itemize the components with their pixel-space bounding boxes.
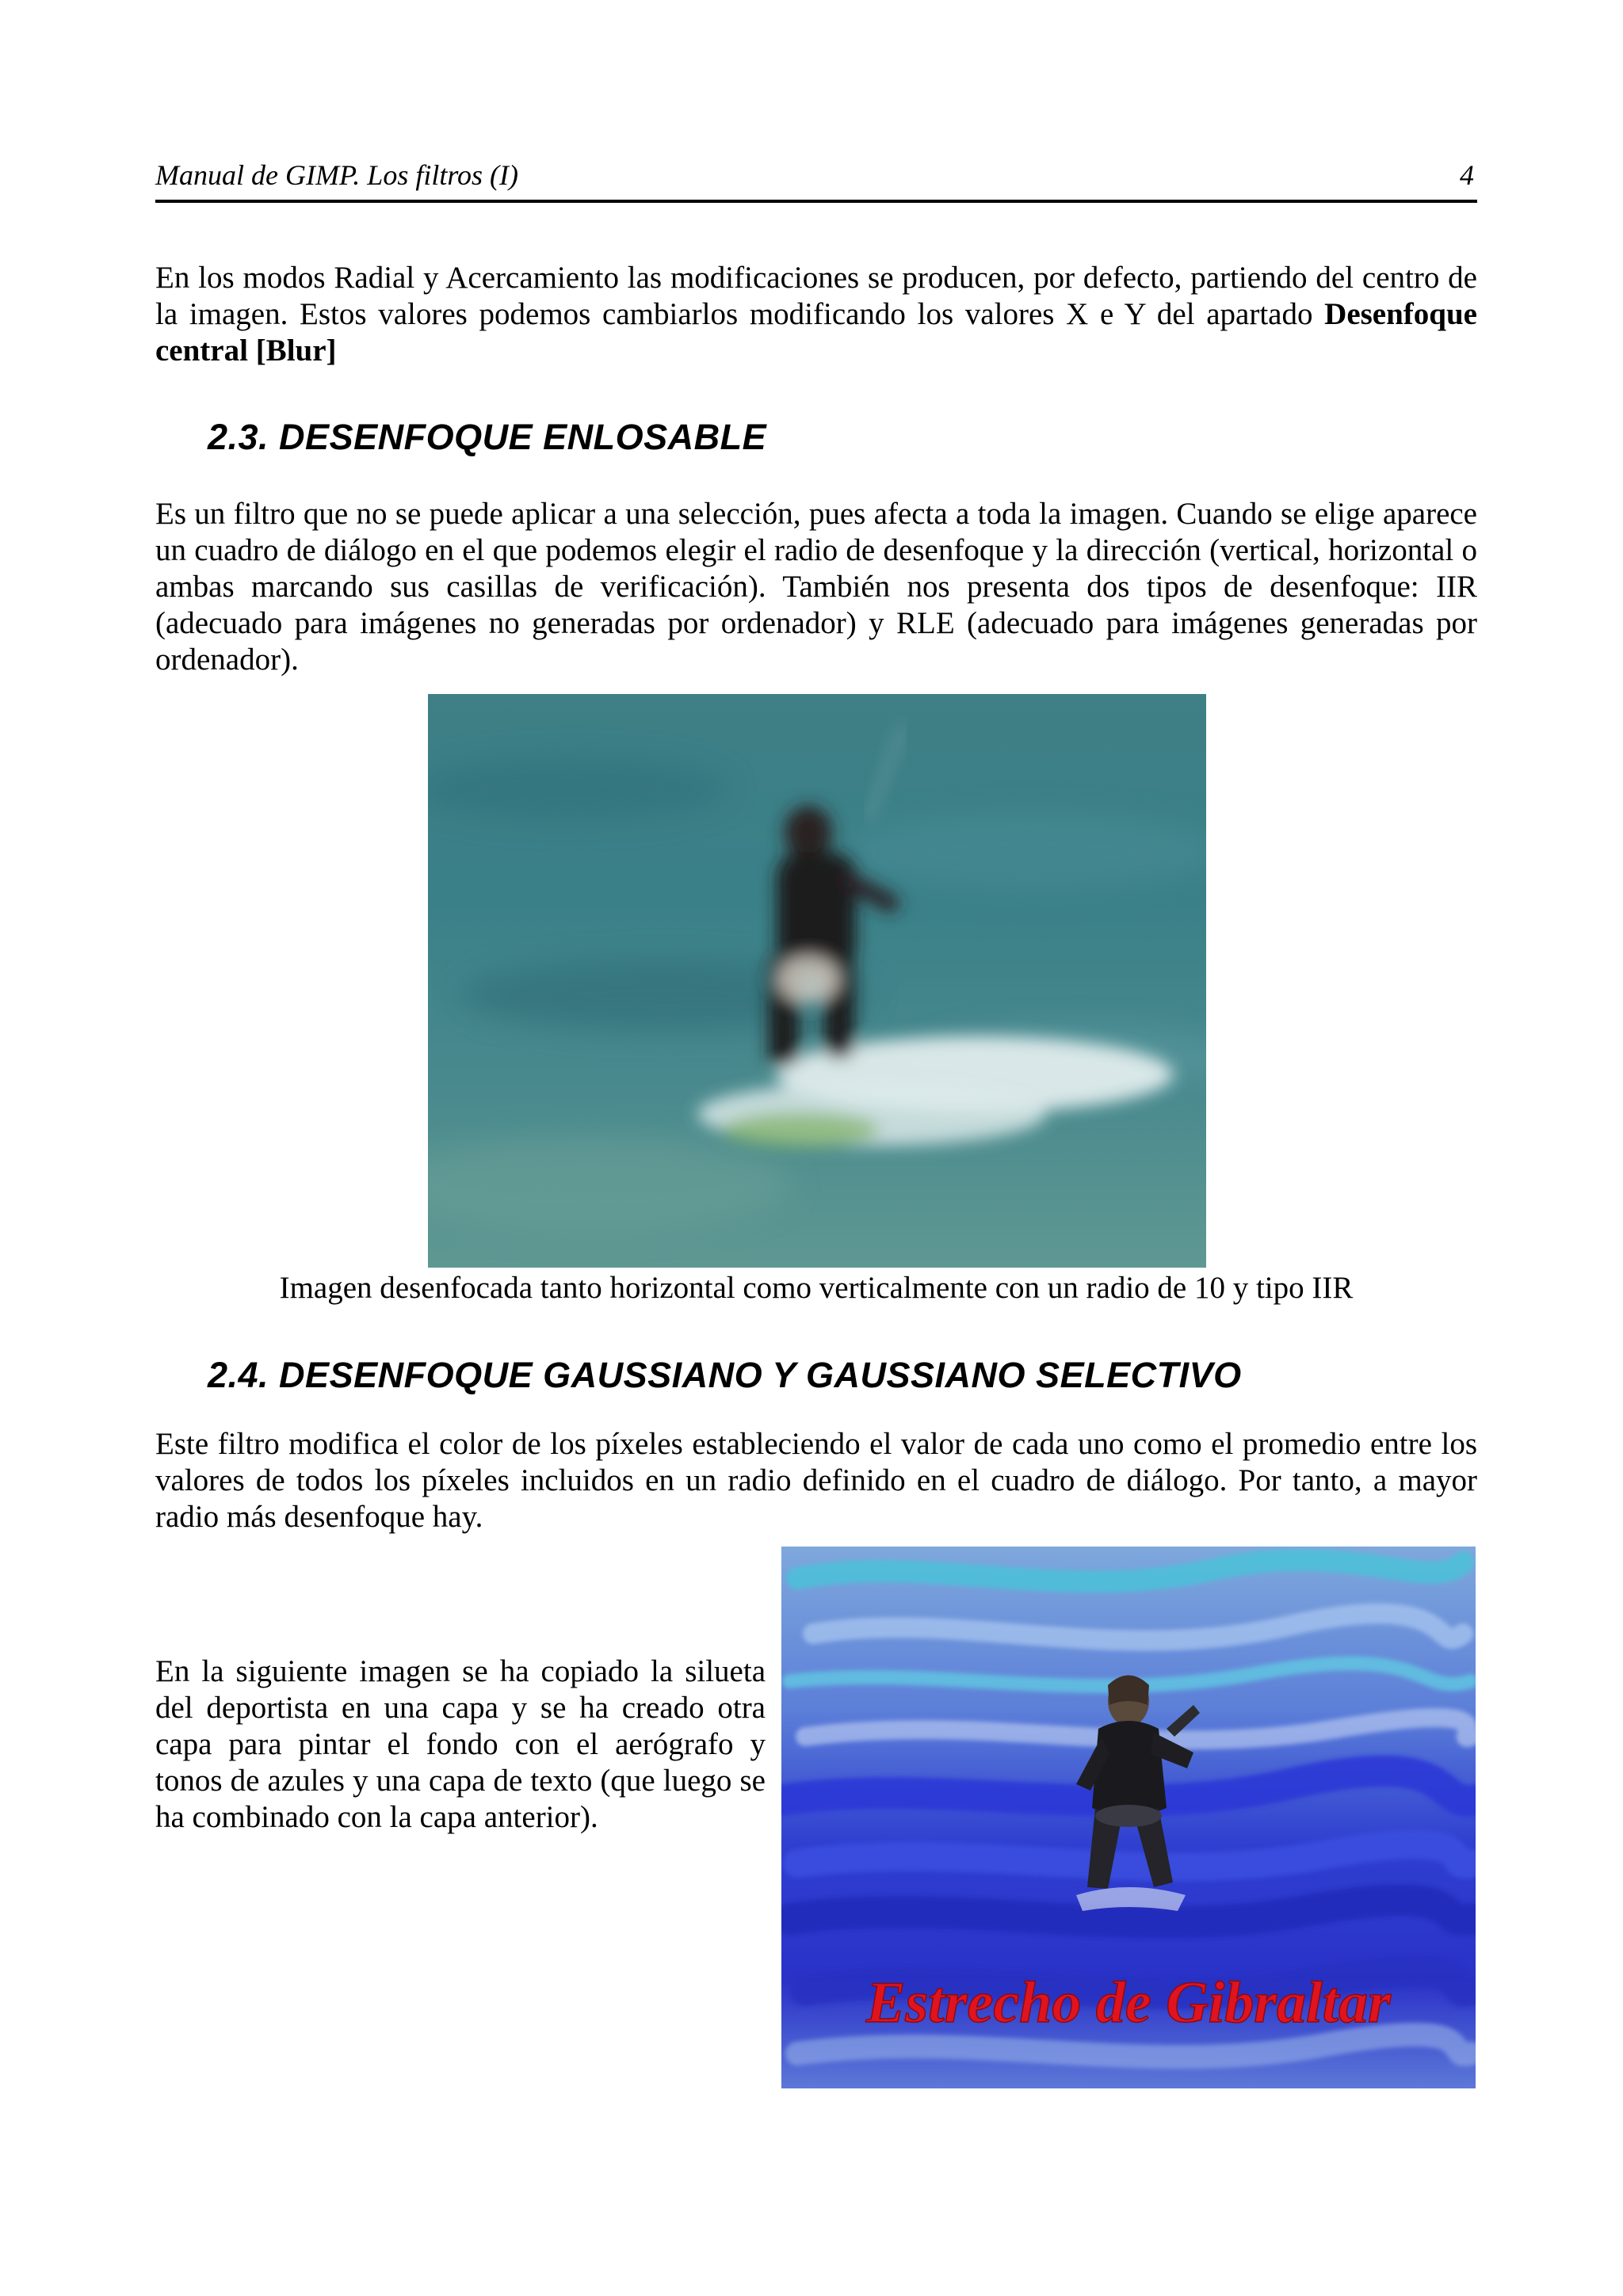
section-2-3-paragraph: Es un filtro que no se puede aplicar a una selección, pues afecta a toda la imagen. Cuando se elige aparece un cuadro de diálogo en el que podemos elegir el radio de desenfoque y la dirección (vertical, horizontal o ambas marcando sus casillas de verificación). También nos presenta dos tipos de desenfoque: IIR (adecuado para imágenes no generadas por ordenador) y RLE (adecuado para imágenes generadas por ordenador). <box>155 497 1477 677</box>
side-text: En la siguiente imagen se ha copiado la silueta del deportista en una capa y se ha creado otra capa para pintar el fondo con el aerógrafo y tonos de azules y una capa de texto (que luego se ha combinado con la capa anterior). <box>155 1654 766 1834</box>
intro-bold-text: Desenfoque central [Blur] <box>155 297 1477 368</box>
blurred-kitesurfer-image <box>428 694 1206 1268</box>
header-title: Manual de GIMP. Los filtros (I) <box>155 159 518 191</box>
section-2-4-paragraph: Este filtro modifica el color de los píxeles estableciendo el valor de cada uno como el promedio entre los valores de todos los píxeles incluidos en un radio definido en el cuadro de diálogo. Por tanto, a mayor radio más desenfoque hay. <box>155 1427 1477 1534</box>
page-number: 4 <box>1460 159 1474 191</box>
page-header <box>155 155 1477 203</box>
figure-caption: Imagen desenfocada tanto horizontal como verticalmente con un radio de 10 y tipo IIR <box>279 1271 1354 1305</box>
section-title-2-4: 2.4. DESENFOQUE GAUSSIANO Y GAUSSIANO SELECTIVO <box>208 1355 1242 1395</box>
airbrush-composite-image <box>781 1547 1476 2088</box>
intro-text: En los modos Radial y Acercamiento las modificaciones se producen, por defecto, partiendo del centro de la imagen. Estos valores podemos cambiarlos modificando los valores X e Y del apartado <box>155 261 1477 331</box>
intro-paragraph <box>155 260 1477 369</box>
section-title-2-3: 2.3. DESENFOQUE ENLOSABLE <box>208 417 767 457</box>
image-caption-text: Estrecho de Gibraltar <box>866 1970 1391 2035</box>
